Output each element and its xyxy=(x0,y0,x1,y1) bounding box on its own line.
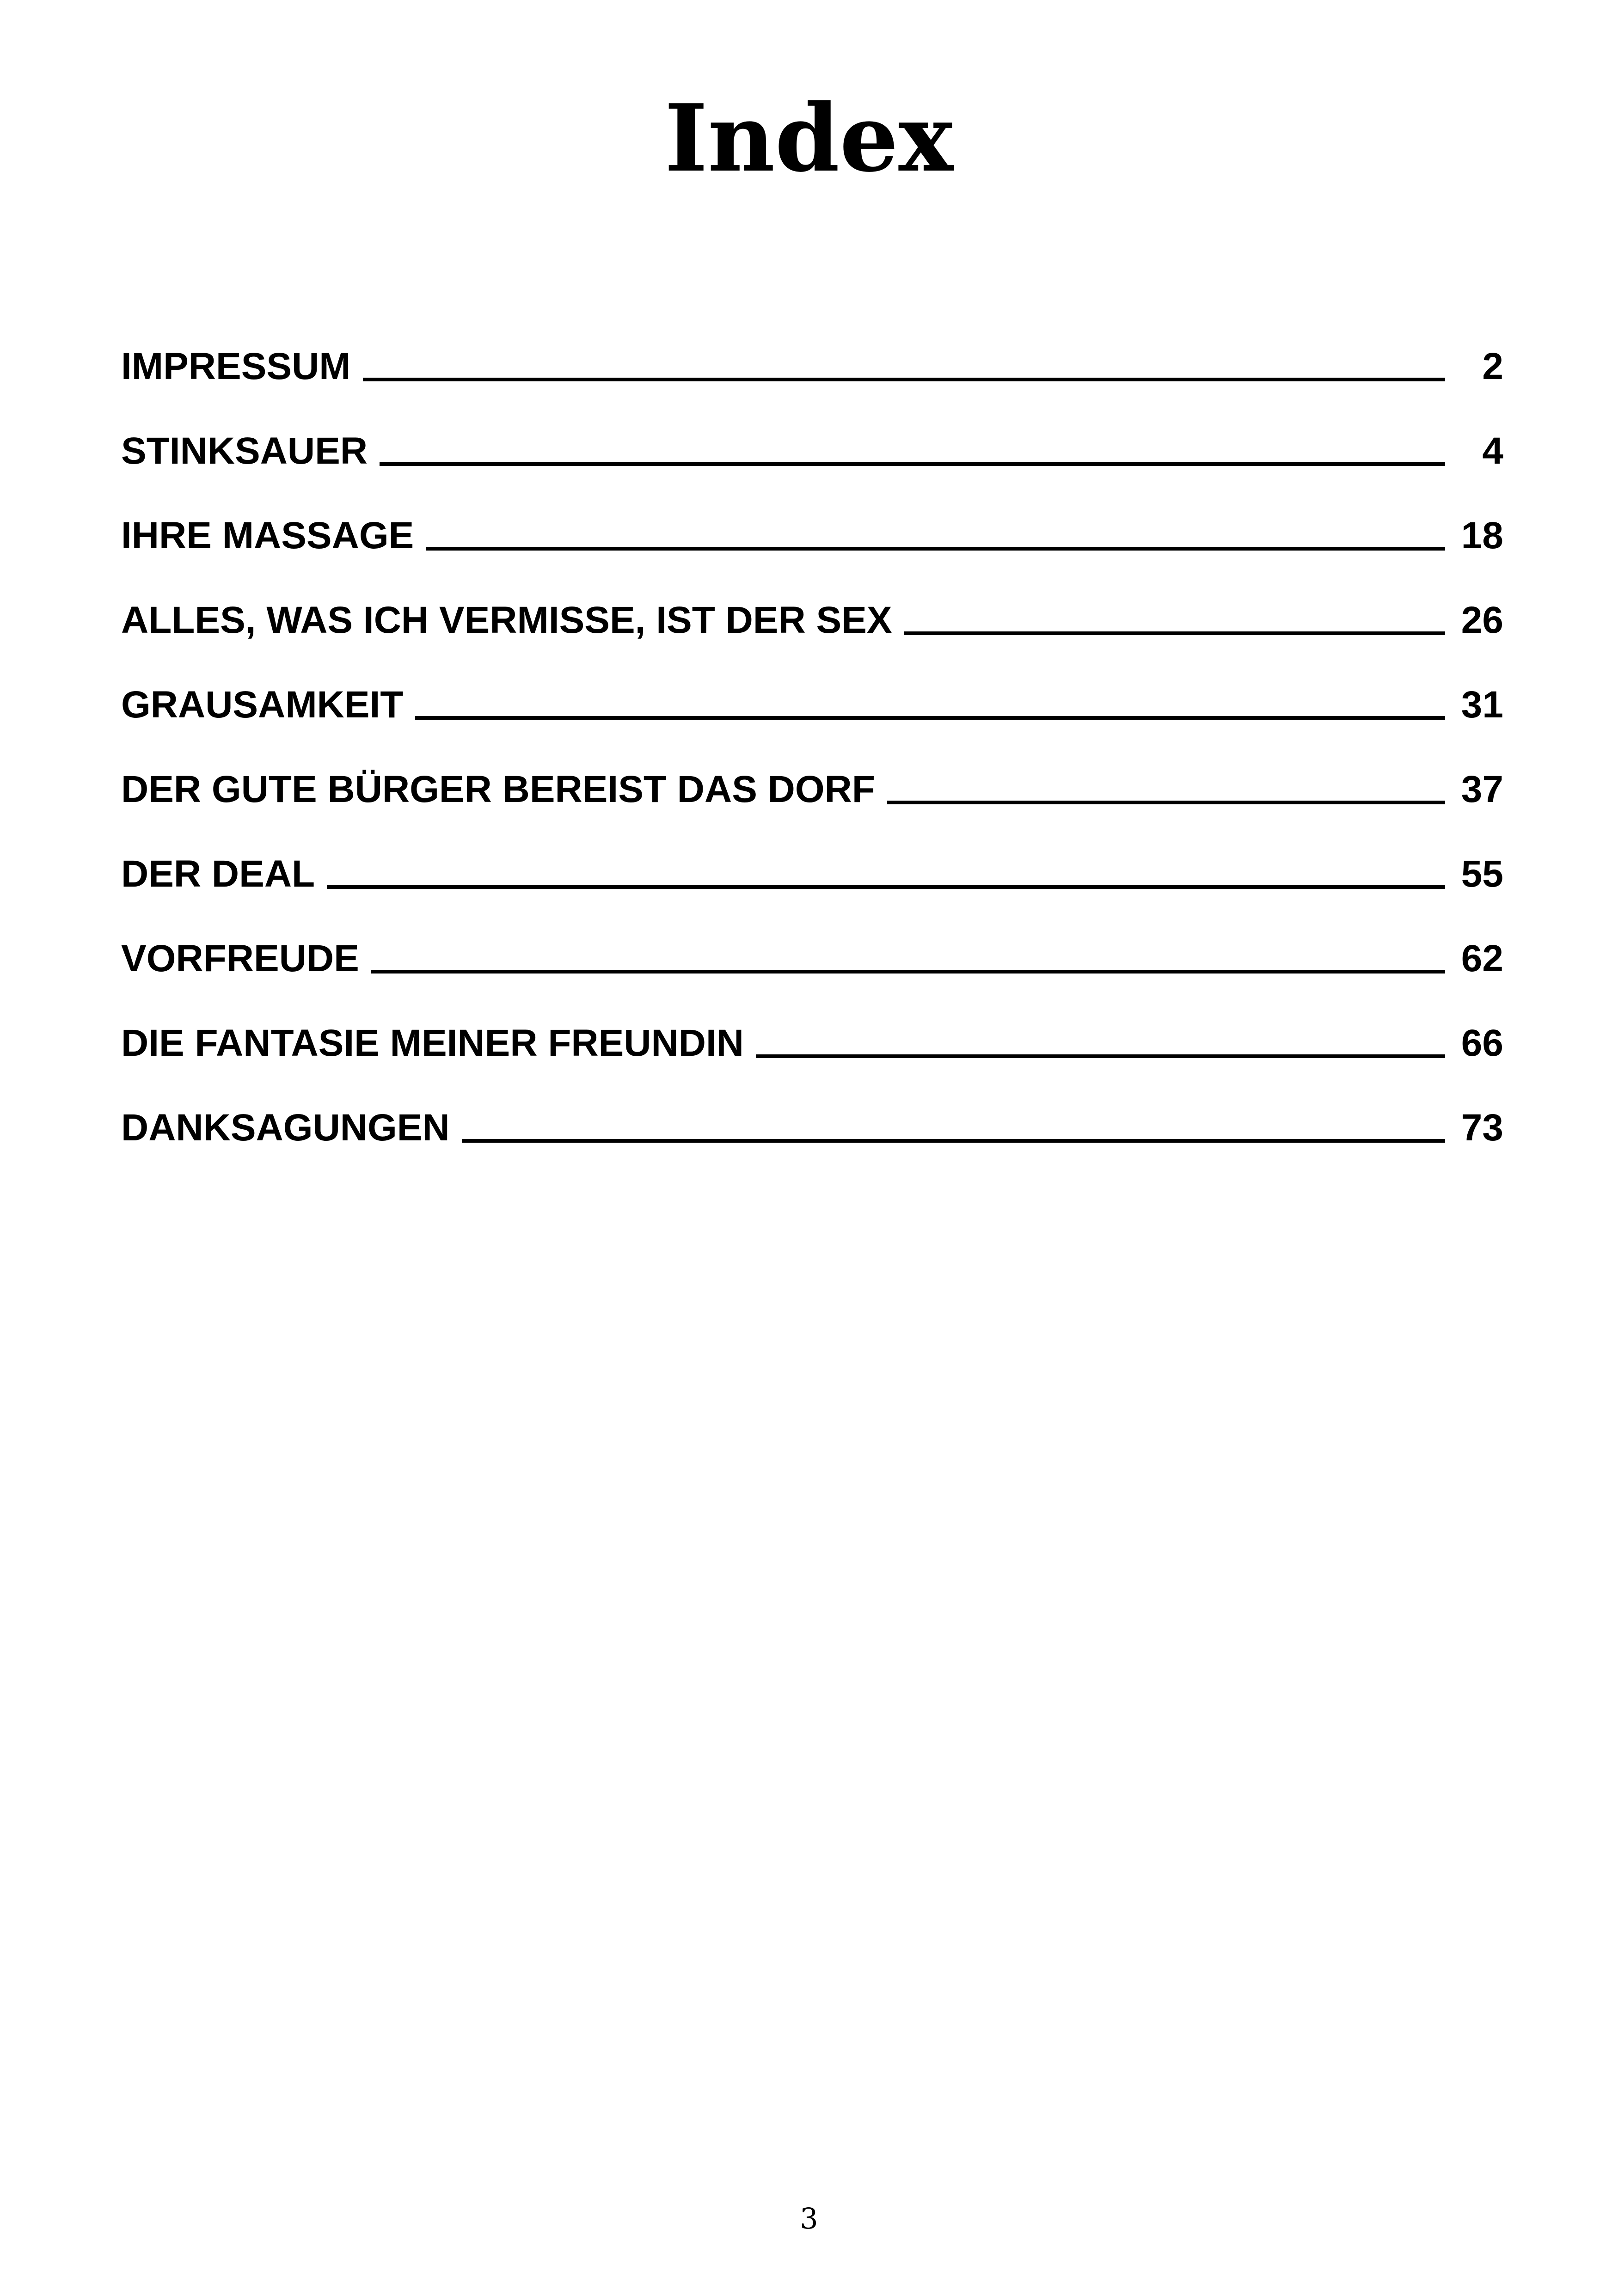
page-title: Index xyxy=(664,84,954,193)
toc-leader-line xyxy=(415,716,1445,720)
toc-entry-page: 55 xyxy=(1461,853,1503,895)
toc-leader-line xyxy=(327,885,1445,889)
toc-entry-title: ALLES, WAS ICH VERMISSE, IST DER SEX xyxy=(121,599,892,641)
toc-entry-title: DANKSAGUNGEN xyxy=(121,1107,450,1149)
toc-entry[interactable] xyxy=(121,747,1503,831)
toc-entry[interactable] xyxy=(121,831,1503,916)
toc-entry-page: 66 xyxy=(1461,1022,1503,1064)
toc-entry-page: 4 xyxy=(1482,430,1503,472)
toc-leader-line xyxy=(904,631,1445,635)
toc-entry-title: DER GUTE BÜRGER BEREIST DAS DORF xyxy=(121,768,875,810)
toc-entry-page: 26 xyxy=(1461,599,1503,641)
toc-leader-line xyxy=(426,547,1445,551)
toc-entry-title: DER DEAL xyxy=(121,853,315,895)
toc-leader-line xyxy=(380,462,1445,466)
toc-entry[interactable] xyxy=(121,662,1503,747)
toc-leader-line xyxy=(887,801,1445,804)
toc-entry-title: DIE FANTASIE MEINER FREUNDIN xyxy=(121,1022,744,1064)
toc-entry-title: STINKSAUER xyxy=(121,430,368,472)
toc-entry-title: IHRE MASSAGE xyxy=(121,514,414,557)
toc-entry[interactable] xyxy=(121,916,1503,1000)
page-number: 3 xyxy=(800,2202,818,2235)
toc-leader-line xyxy=(462,1139,1445,1143)
toc-entry-title: GRAUSAMKEIT xyxy=(121,684,404,726)
toc-entry[interactable] xyxy=(121,1085,1503,1169)
toc-leader-line xyxy=(363,378,1445,381)
toc-entry-page: 62 xyxy=(1461,937,1503,980)
toc-entry[interactable] xyxy=(121,324,1503,408)
toc-entry-page: 73 xyxy=(1461,1107,1503,1149)
toc-entry-page: 18 xyxy=(1461,514,1503,557)
toc-entry-page: 2 xyxy=(1482,345,1503,387)
toc-entry[interactable] xyxy=(121,493,1503,577)
toc-entry[interactable] xyxy=(121,1000,1503,1085)
toc-entry-page: 31 xyxy=(1461,684,1503,726)
toc-entry[interactable] xyxy=(121,577,1503,662)
toc-entry-page: 37 xyxy=(1461,768,1503,810)
toc-entry-title: IMPRESSUM xyxy=(121,345,351,387)
table-of-contents xyxy=(121,324,1503,1169)
toc-leader-line xyxy=(371,970,1445,974)
toc-entry-title: VORFREUDE xyxy=(121,937,359,980)
toc-entry[interactable] xyxy=(121,408,1503,493)
toc-leader-line xyxy=(756,1054,1445,1058)
